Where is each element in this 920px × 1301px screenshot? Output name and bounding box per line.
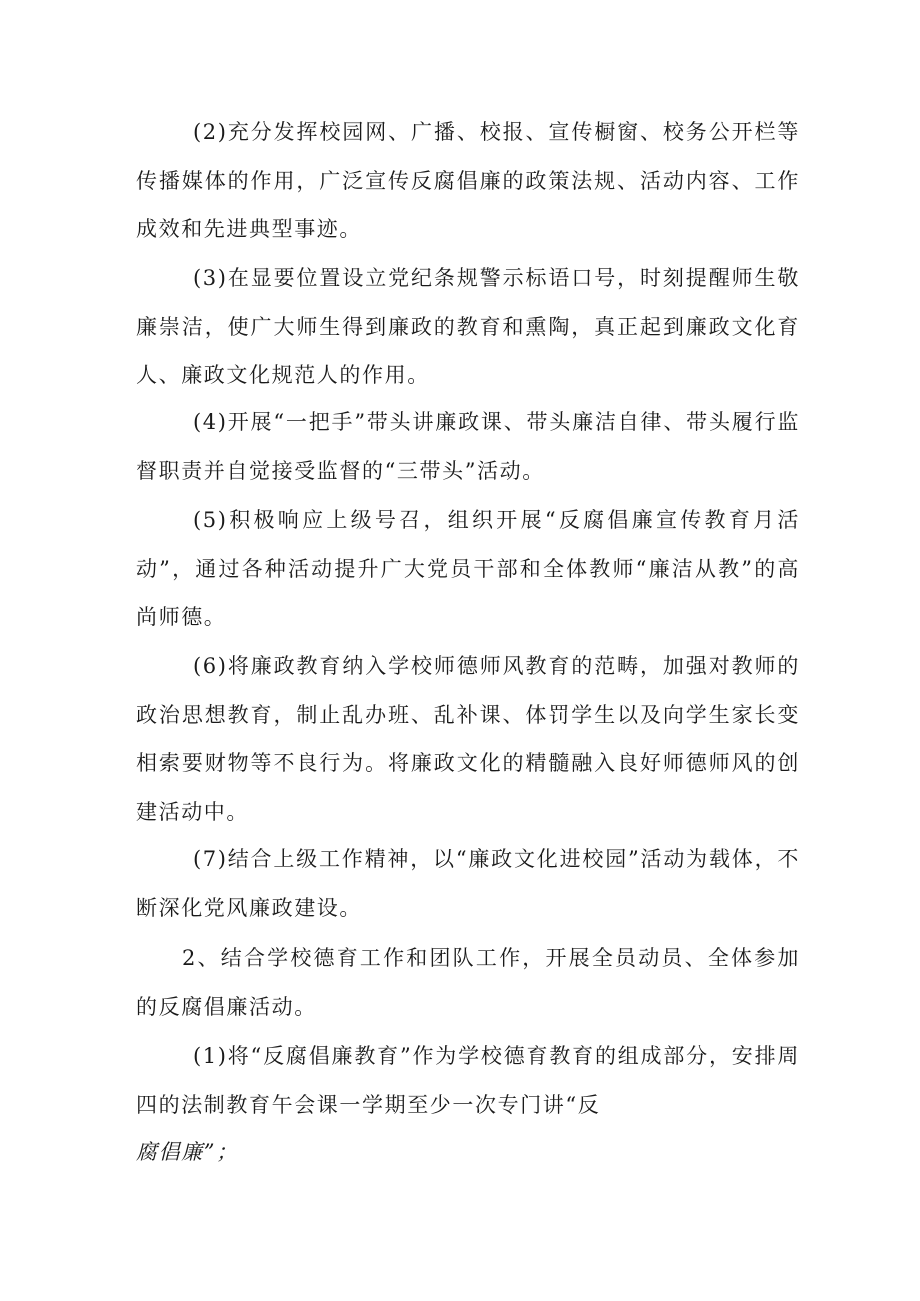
paragraph-item-2: (2)充分发挥校园网、广播、校报、宣传橱窗、校务公开栏等传播媒体的作用，广泛宣传反腐倡廉的政策法规、活动内容、工作成效和先进典型事迹。 xyxy=(136,120,800,241)
paragraph-item-1: (1)将“反腐倡廉教育”作为学校德育教育的组成部分，安排周四的法制教育午会课一学期至少一次专门讲“反 xyxy=(136,1044,800,1117)
paragraph-tail: 腐倡廉”； xyxy=(136,1140,239,1164)
paragraph-item-7: (7)结合上级工作精神，以“廉政文化进校园”活动为载体，不断深化党风廉政建设。 xyxy=(136,847,800,920)
paragraph-item-5: (5)积极响应上级号召，组织开展“反腐倡廉宣传教育月活动”，通过各种活动提升广大党员干部和全体教师“廉洁从教”的高尚师德。 xyxy=(136,508,800,629)
paragraph-item-4: (4)开展“一把手”带头讲廉政课、带头廉洁自律、带头履行监督职责并自觉接受监督的“三带头”活动。 xyxy=(136,410,800,483)
paragraph-section-2: 2、结合学校德育工作和团队工作，开展全员动员、全体参加的反腐倡廉活动。 xyxy=(136,946,800,1019)
paragraph-item-3: (3)在显要位置设立党纪条规警示标语口号，时刻提醒师生敬廉崇洁，使广大师生得到廉政的教育和熏陶，真正起到廉政文化育人、廉政文化规范人的作用。 xyxy=(136,266,800,387)
paragraph-item-6: (6)将廉政教育纳入学校师德师风教育的范畴，加强对教师的政治思想教育，制止乱办班、乱补课、体罚学生以及向学生家长变相索要财物等不良行为。将廉政文化的精髓融入良好师德师风的创建活动中。 xyxy=(136,654,800,824)
